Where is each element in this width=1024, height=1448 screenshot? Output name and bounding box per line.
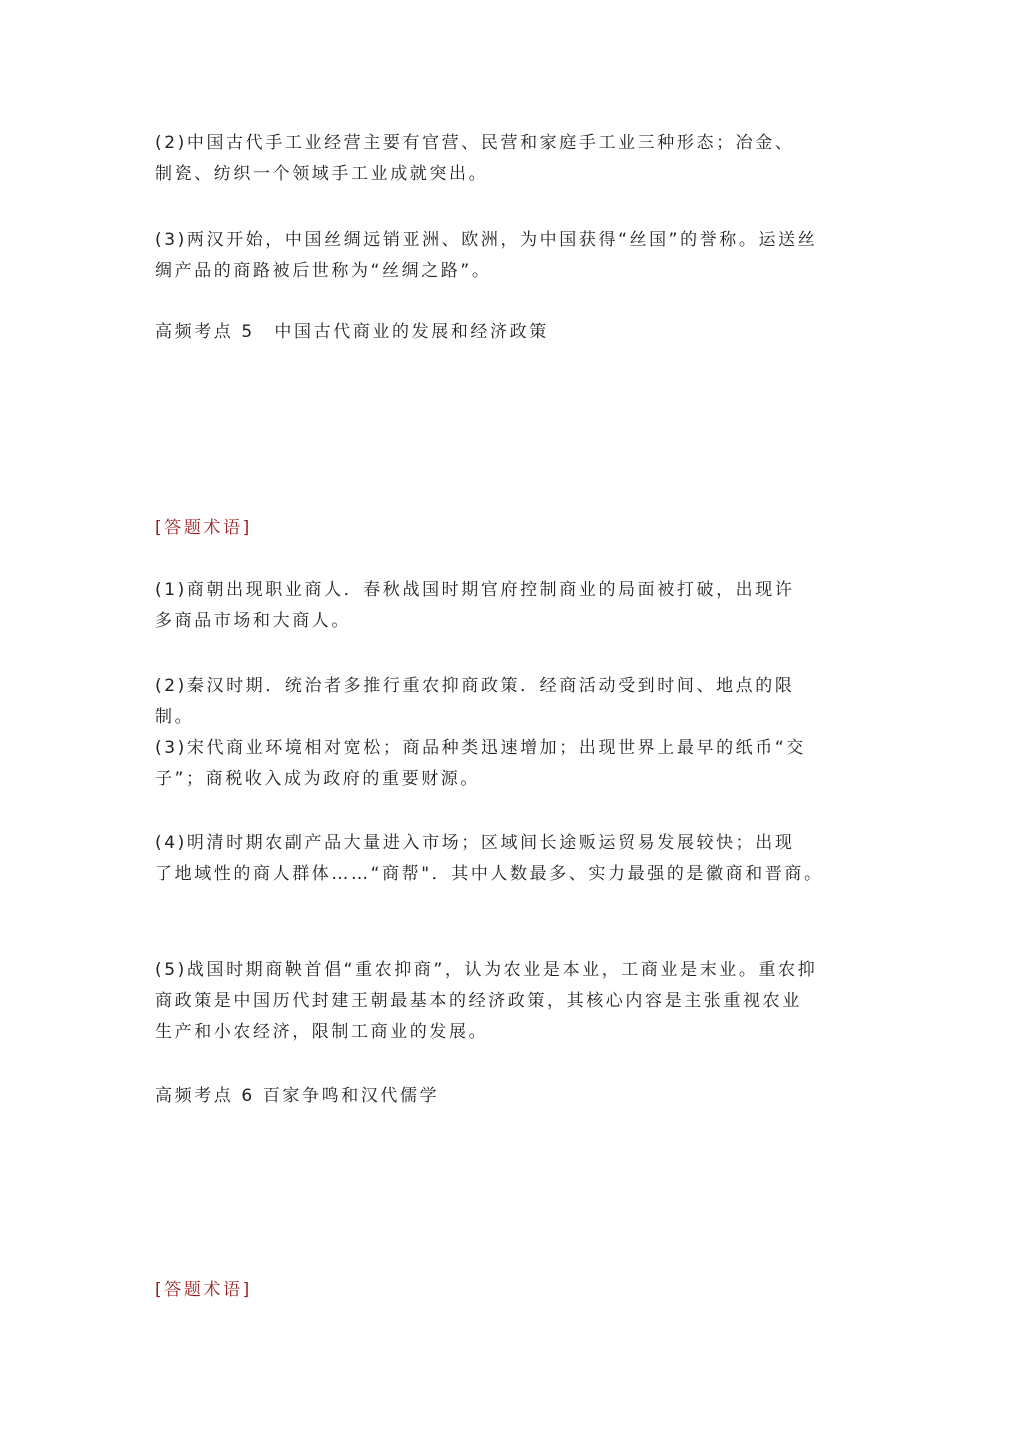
paragraph-line: (2)秦汉时期．统治者多推行重农抑商政策．经商活动受到时间、地点的限	[155, 676, 795, 696]
paragraph-line: (3)两汉开始，中国丝绸远销亚洲、欧洲，为中国获得“丝国”的誉称。运送丝	[155, 230, 818, 250]
paragraph-line: (2)中国古代手工业经营主要有官营、民营和家庭手工业三种形态；冶金、	[155, 133, 795, 153]
paragraph-line: 生产和小农经济，限制工商业的发展。	[155, 1022, 489, 1042]
answer-terms-label: [答题术语]	[155, 1280, 252, 1300]
section-heading: 高频考点 6 百家争鸣和汉代儒学	[155, 1086, 440, 1106]
paragraph-handicraft-2	[155, 128, 870, 190]
answer-terms-label-1	[155, 513, 870, 544]
paragraph-handicraft-3	[155, 225, 870, 287]
paragraph-line: 子”；商税收入成为政府的重要财源。	[155, 769, 481, 789]
paragraph-line: (1)商朝出现职业商人．春秋战国时期官府控制商业的局面被打破，出现许	[155, 580, 795, 600]
section-heading: 高频考点 5 中国古代商业的发展和经济政策	[155, 322, 549, 342]
paragraph-line: 制。	[155, 707, 195, 727]
paragraph-line: 了地域性的商人群体……“商帮"．其中人数最多、实力最强的是徽商和晋商。	[155, 864, 824, 884]
heading-key-point-5	[155, 317, 870, 348]
answer-terms-label: [答题术语]	[155, 518, 252, 538]
paragraph-line: 商政策是中国历代封建王朝最基本的经济政策，其核心内容是主张重视农业	[155, 991, 802, 1011]
answer-terms-label-2	[155, 1275, 870, 1306]
paragraph-line: (5)战国时期商鞅首倡“重农抑商”，认为农业是本业，工商业是末业。重农抑	[155, 960, 818, 980]
paragraph-line: 多商品市场和大商人。	[155, 611, 351, 631]
paragraph-commerce-4	[155, 828, 870, 890]
paragraph-commerce-1	[155, 575, 870, 637]
paragraph-line: 制瓷、纺织一个领域手工业成就突出。	[155, 164, 489, 184]
paragraph-line: (4)明清时期农副产品大量进入市场；区域间长途贩运贸易发展较快；出现	[155, 833, 795, 853]
paragraph-line: 绸产品的商路被后世称为“丝绸之路”。	[155, 261, 492, 281]
paragraph-commerce-2-3	[155, 671, 870, 795]
heading-key-point-6	[155, 1081, 870, 1112]
paragraph-commerce-5	[155, 955, 870, 1048]
paragraph-line: (3)宋代商业环境相对宽松；商品种类迅速增加；出现世界上最早的纸币“交	[155, 738, 806, 758]
